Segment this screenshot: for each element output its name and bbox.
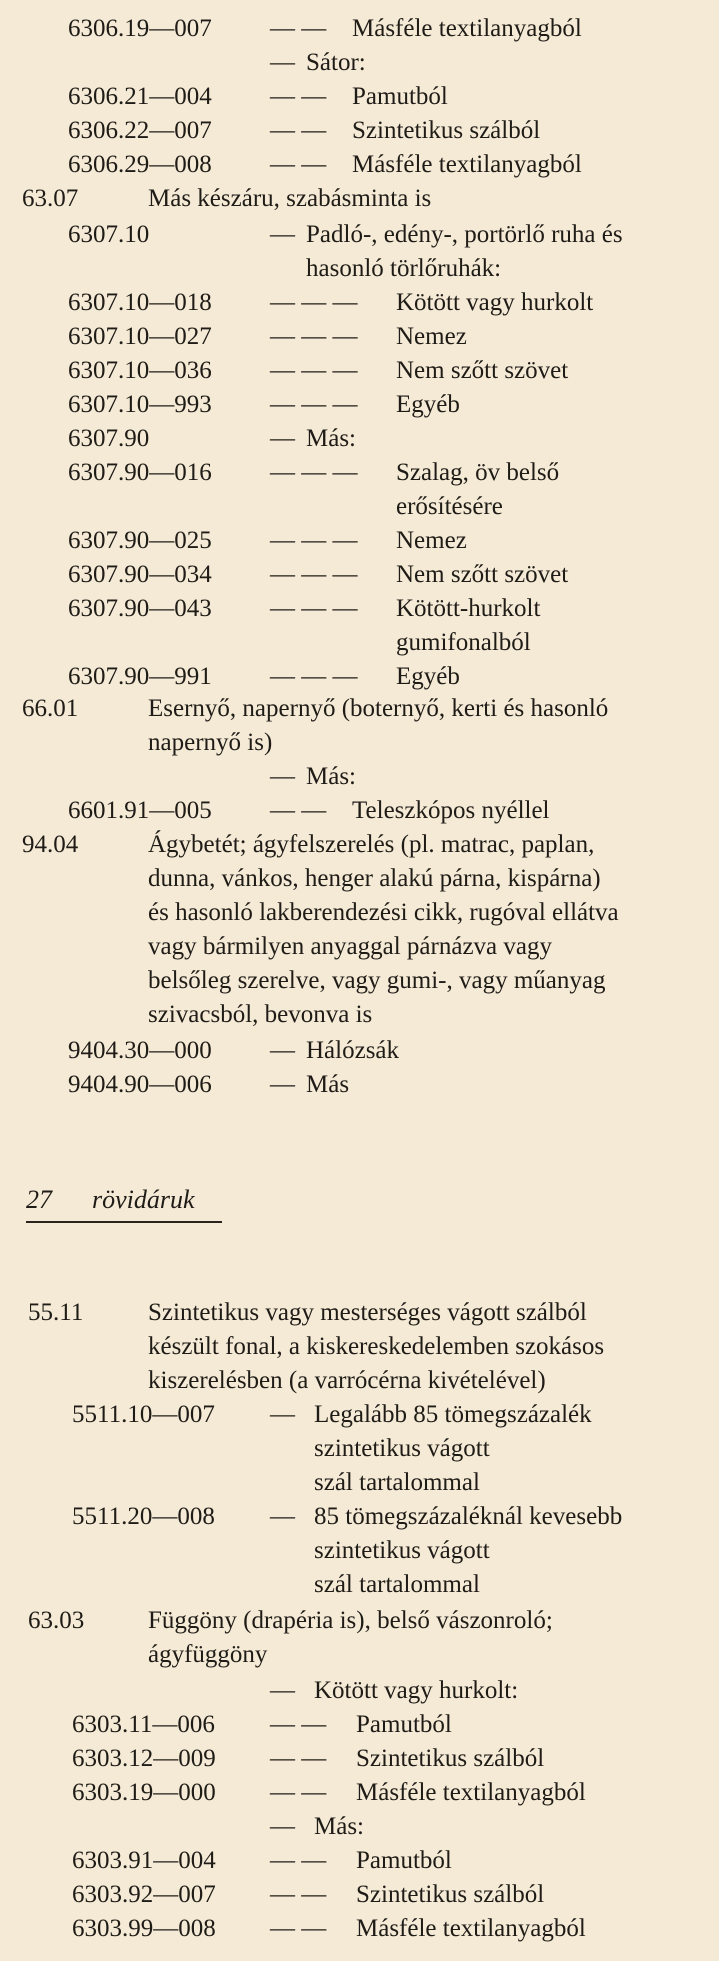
level-dashes: — xyxy=(270,221,295,248)
heading-description: Függöny (drapéria is), belső vászonroló; xyxy=(148,1607,553,1634)
level-dashes: — xyxy=(270,763,295,790)
heading-description: és hasonló lakberendezési cikk, rugóval ellátva xyxy=(148,899,619,926)
heading-description: Szintetikus vagy mesterséges vágott szálból xyxy=(148,1299,587,1326)
tariff-description: Legalább 85 tömegszázalék xyxy=(314,1401,592,1428)
tariff-code: 6601.91—005 xyxy=(68,797,212,824)
tariff-row xyxy=(0,760,719,794)
tariff-row xyxy=(0,1068,719,1102)
section-heading xyxy=(26,1183,222,1223)
tariff-description: Sátor: xyxy=(306,49,366,76)
tariff-code: 9404.30—000 xyxy=(68,1037,212,1064)
level-dashes: — — xyxy=(270,1881,327,1908)
level-dashes: — — xyxy=(270,1847,327,1874)
level-dashes: — — — xyxy=(270,663,358,690)
tariff-code: 6307.90—043 xyxy=(68,595,212,622)
tariff-description: Más: xyxy=(306,763,356,790)
tariff-row xyxy=(0,252,719,286)
tariff-row xyxy=(0,456,719,490)
level-dashes: — — xyxy=(270,83,327,110)
tariff-description: Pamutból xyxy=(356,1711,452,1738)
tariff-code: 6307.10—018 xyxy=(68,289,212,316)
tariff-description: Kötött vagy hurkolt: xyxy=(314,1677,519,1704)
tariff-code: 6303.91—004 xyxy=(72,1847,216,1874)
tariff-description: Szintetikus szálból xyxy=(356,1881,545,1908)
heading-description: szivacsból, bevonva is xyxy=(148,1001,373,1028)
tariff-description: Másféle textilanyagból xyxy=(356,1779,586,1806)
level-dashes: — xyxy=(270,1401,295,1428)
heading-code: 66.01 xyxy=(22,695,79,722)
heading-row xyxy=(0,692,719,726)
tariff-row xyxy=(0,1742,719,1776)
tariff-row xyxy=(0,1568,719,1602)
tariff-description: Hálózsák xyxy=(306,1037,400,1064)
heading-row xyxy=(0,726,719,760)
heading-row xyxy=(0,1364,719,1398)
level-dashes: — — — xyxy=(270,289,358,316)
tariff-row xyxy=(0,1432,719,1466)
heading-row xyxy=(0,1296,719,1330)
level-dashes: — xyxy=(270,1503,295,1530)
tariff-row xyxy=(0,1844,719,1878)
tariff-description: Más: xyxy=(306,425,356,452)
level-dashes: — — — xyxy=(270,323,358,350)
tariff-row xyxy=(0,422,719,456)
heading-row xyxy=(0,862,719,896)
tariff-code: 6307.90—016 xyxy=(68,459,212,486)
tariff-description: Egyéb xyxy=(396,391,460,418)
heading-description: Más készáru, szabásminta is xyxy=(148,185,432,212)
section-title: rövidáruk xyxy=(92,1185,195,1214)
tariff-row xyxy=(0,114,719,148)
level-dashes: — xyxy=(270,1071,295,1098)
tariff-description: szintetikus vágott xyxy=(314,1435,490,1462)
tariff-description: Kötött-hurkolt xyxy=(396,595,541,622)
level-dashes: — — xyxy=(270,1711,327,1738)
heading-description: vagy bármilyen anyaggal párnázva vagy xyxy=(148,933,552,960)
tariff-row xyxy=(0,1466,719,1500)
tariff-row xyxy=(0,12,719,46)
level-dashes: — xyxy=(270,1677,295,1704)
tariff-code: 6306.19—007 xyxy=(68,15,212,42)
tariff-description: 85 tömegszázaléknál kevesebb xyxy=(314,1503,623,1530)
tariff-code: 6307.90—034 xyxy=(68,561,212,588)
level-dashes: — — — xyxy=(270,527,358,554)
heading-code: 63.07 xyxy=(22,185,79,212)
tariff-row xyxy=(0,388,719,422)
tariff-code: 6307.90 xyxy=(68,425,150,452)
tariff-row xyxy=(0,490,719,524)
tariff-description: Nemez xyxy=(396,323,467,350)
tariff-row xyxy=(0,1776,719,1810)
tariff-row xyxy=(0,1708,719,1742)
tariff-code: 5511.10—007 xyxy=(72,1401,215,1428)
heading-row xyxy=(0,1330,719,1364)
tariff-description: Nem szőtt szövet xyxy=(396,561,569,588)
heading-row xyxy=(0,182,719,216)
level-dashes: — — — xyxy=(270,391,358,418)
tariff-code: 6306.29—008 xyxy=(68,151,212,178)
tariff-row xyxy=(0,46,719,80)
tariff-code: 6303.12—009 xyxy=(72,1745,216,1772)
level-dashes: — xyxy=(270,49,295,76)
level-dashes: — — xyxy=(270,1915,327,1942)
tariff-row xyxy=(0,1810,719,1844)
heading-description: Esernyő, napernyő (boternyő, kerti és hasonló xyxy=(148,695,609,722)
tariff-code: 6306.21—004 xyxy=(68,83,212,110)
tariff-description: szintetikus vágott xyxy=(314,1537,490,1564)
tariff-description: Másféle textilanyagból xyxy=(352,151,582,178)
tariff-code: 6307.10 xyxy=(68,221,150,248)
tariff-code: 6303.99—008 xyxy=(72,1915,216,1942)
tariff-code: 5511.20—008 xyxy=(72,1503,215,1530)
level-dashes: — — — xyxy=(270,357,358,384)
tariff-code: 9404.90—006 xyxy=(68,1071,212,1098)
tariff-code: 6303.11—006 xyxy=(72,1711,215,1738)
tariff-row xyxy=(0,626,719,660)
tariff-description: Pamutból xyxy=(356,1847,452,1874)
tariff-row xyxy=(0,218,719,252)
heading-description: napernyő is) xyxy=(148,729,273,756)
tariff-code: 6303.92—007 xyxy=(72,1881,216,1908)
tariff-description: Másféle textilanyagból xyxy=(356,1915,586,1942)
tariff-code: 6307.10—993 xyxy=(68,391,212,418)
level-dashes: — — — xyxy=(270,595,358,622)
level-dashes: — xyxy=(270,1037,295,1064)
heading-description: kiszerelésben (a varrócérna kivételével) xyxy=(148,1367,546,1394)
tariff-row xyxy=(0,1674,719,1708)
tariff-description: erősítésére xyxy=(396,493,503,520)
heading-description: ágyfüggöny xyxy=(148,1641,268,1668)
heading-description: dunna, vánkos, henger alakú párna, kispárna) xyxy=(148,865,601,892)
level-dashes: — — xyxy=(270,1745,327,1772)
tariff-description: Pamutból xyxy=(352,83,448,110)
tariff-description: Szintetikus szálból xyxy=(356,1745,545,1772)
tariff-description: Nem szőtt szövet xyxy=(396,357,569,384)
tariff-code: 6307.90—991 xyxy=(68,663,212,690)
tariff-description: Kötött vagy hurkolt xyxy=(396,289,594,316)
level-dashes: — — xyxy=(270,151,327,178)
level-dashes: — — xyxy=(270,797,327,824)
tariff-row xyxy=(0,1034,719,1068)
tariff-row xyxy=(0,148,719,182)
tariff-description: szál tartalommal xyxy=(314,1571,480,1598)
level-dashes: — — xyxy=(270,1779,327,1806)
heading-description: Ágybetét; ágyfelszerelés (pl. matrac, paplan, xyxy=(148,831,595,858)
tariff-code: 6307.90—025 xyxy=(68,527,212,554)
tariff-row xyxy=(0,794,719,828)
tariff-row xyxy=(0,592,719,626)
tariff-row xyxy=(0,524,719,558)
tariff-row xyxy=(0,1912,719,1946)
tariff-row xyxy=(0,558,719,592)
heading-description: készült fonal, a kiskereskedelemben szokásos xyxy=(148,1333,605,1360)
tariff-description: gumifonalból xyxy=(396,629,531,656)
tariff-description: Nemez xyxy=(396,527,467,554)
heading-row xyxy=(0,930,719,964)
tariff-row xyxy=(0,80,719,114)
heading-code: 55.11 xyxy=(28,1299,84,1326)
tariff-description: hasonló törlőruhák: xyxy=(306,255,502,282)
tariff-code: 6306.22—007 xyxy=(68,117,212,144)
tariff-description: Másféle textilanyagból xyxy=(352,15,582,42)
tariff-row xyxy=(0,286,719,320)
level-dashes: — — — xyxy=(270,561,358,588)
tariff-code: 6303.19—000 xyxy=(72,1779,216,1806)
tariff-description: Más: xyxy=(314,1813,364,1840)
level-dashes: — xyxy=(270,1813,295,1840)
tariff-row xyxy=(0,660,719,694)
tariff-code: 6307.10—027 xyxy=(68,323,212,350)
tariff-description: Egyéb xyxy=(396,663,460,690)
heading-row xyxy=(0,1638,719,1672)
tariff-row xyxy=(0,1398,719,1432)
tariff-row xyxy=(0,354,719,388)
tariff-description: Szintetikus szálból xyxy=(352,117,541,144)
heading-row xyxy=(0,896,719,930)
tariff-code: 6307.10—036 xyxy=(68,357,212,384)
heading-code: 94.04 xyxy=(22,831,79,858)
tariff-row xyxy=(0,1534,719,1568)
heading-code: 63.03 xyxy=(28,1607,85,1634)
heading-row xyxy=(0,828,719,862)
heading-description: belsőleg szerelve, vagy gumi-, vagy műanyag xyxy=(148,967,606,994)
level-dashes: — — xyxy=(270,117,327,144)
heading-row xyxy=(0,998,719,1032)
tariff-description: Más xyxy=(306,1071,350,1098)
level-dashes: — xyxy=(270,425,295,452)
tariff-description: Teleszkópos nyéllel xyxy=(352,797,550,824)
tariff-description: szál tartalommal xyxy=(314,1469,480,1496)
tariff-row xyxy=(0,1500,719,1534)
tariff-row xyxy=(0,320,719,354)
tariff-row xyxy=(0,1878,719,1912)
heading-row xyxy=(0,1604,719,1638)
level-dashes: — — xyxy=(270,15,327,42)
section-number: 27 xyxy=(26,1185,52,1214)
tariff-description: Szalag, öv belső xyxy=(396,459,560,486)
heading-row xyxy=(0,964,719,998)
level-dashes: — — — xyxy=(270,459,358,486)
tariff-description: Padló-, edény-, portörlő ruha és xyxy=(306,221,623,248)
